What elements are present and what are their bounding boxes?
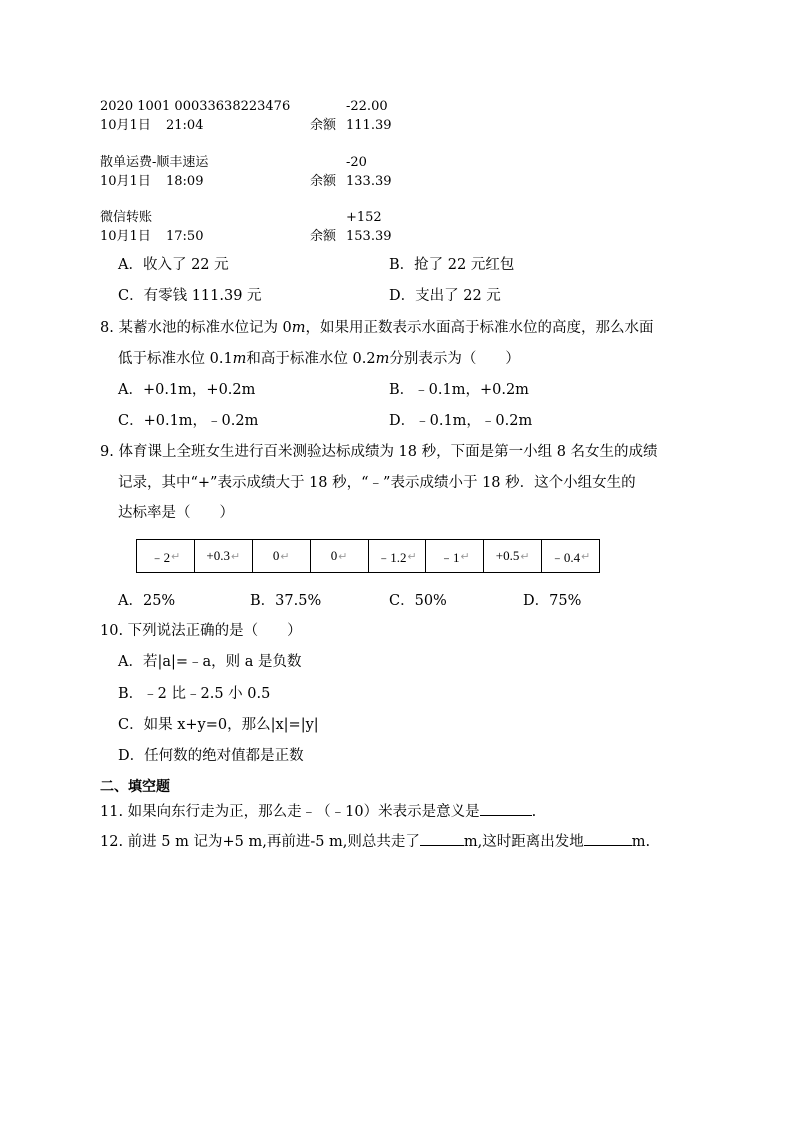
q11-stem: 11. 如果向东行走为正，那么走﹣（﹣10）米表示是意义是 . [100,801,536,822]
transaction-2-amount: -20 [346,155,367,170]
q10-option-d: D．任何数的绝对值都是正数 [118,748,304,764]
transaction-2-balance: 133.39 [346,174,392,189]
q7-option-c: C．有零钱 111.39 元 [118,288,262,304]
q7-option-a: A．收入了 22 元 [118,257,229,273]
q10-option-c: C．如果 x+y=0，那么|x|=|y| [118,717,319,733]
q10-option-b: B．﹣2 比﹣2.5 小 0.5 [118,686,271,702]
q9-stem-line2: 记录，其中“+”表示成绩大于 18 秒，“﹣”表示成绩小于 18 秒．这个小组女生的 [118,475,636,491]
table-cell: 0 ↵ [253,540,311,572]
q9-stem-line3: 达标率是（ ） [118,505,234,521]
q8-option-d: D．﹣0.1m，﹣0.2m [389,413,533,429]
transaction-1-time: 21:04 [166,118,204,133]
transaction-1-amount: -22.00 [346,99,388,114]
table-cell: ﹣0.4 ↵ [550,549,591,565]
transaction-1-balance-label: 余额 [310,118,337,133]
q8-option-c: C．+0.1m，﹣0.2m [118,413,259,429]
transaction-3-balance-label: 余额 [310,229,337,244]
q10-stem: 10. 下列说法正确的是（ ） [100,623,302,639]
transaction-3-balance: 153.39 [346,229,392,244]
table-cell: ﹣1.2 ↵ [369,540,427,572]
table-cell: 0 ↵ [311,540,369,572]
q9-option-d: D．75% [523,593,582,609]
transaction-3-title: 微信转账 [100,210,153,225]
transaction-2-date: 10月1日 [100,174,151,189]
transaction-3-time: 17:50 [166,229,204,244]
table-cell: +0.3 ↵ [195,540,253,572]
table-cell: ﹣1 ↵ [426,540,484,572]
transaction-2-title: 散单运费-顺丰速运 [100,155,209,170]
q11-answer-blank[interactable] [480,801,532,816]
q12-answer-blank-1[interactable] [420,831,464,846]
transaction-1-date: 10月1日 [100,118,151,133]
q8-stem-line1: 8. 某蓄水池的标准水位记为 0m，如果用正数表示水面高于标准水位的高度，那么水面 [100,320,654,336]
q7-option-d: D．支出了 22 元 [389,288,501,304]
q9-option-c: C．50% [389,593,447,609]
q7-option-b: B．抢了 22 元红包 [389,257,515,273]
transaction-2-balance-label: 余额 [310,174,337,189]
q12-stem: 12. 前进 5 m 记为+5 m,再前进-5 m,则总共走了 m,这时距离出发地 m. [100,831,650,852]
q12-answer-blank-2[interactable] [584,831,632,846]
table-cell: ﹣2 ↵ [137,540,195,572]
q10-option-a: A．若|a|=﹣a，则 a 是负数 [118,654,302,670]
section-heading: 二、填空题 [100,779,170,795]
q9-option-a: A．25% [118,593,176,609]
q8-option-a: A．+0.1m，+0.2m [118,382,256,398]
transaction-2-time: 18:09 [166,174,204,189]
q8-option-b: B．﹣0.1m，+0.2m [389,382,529,398]
transaction-3-amount: +152 [346,210,382,225]
q8-stem-line2: 低于标准水位 0.1m和高于标准水位 0.2m分别表示为（ ） [118,351,520,367]
q9-stem-line1: 9. 体育课上全班女生进行百米测验达标成绩为 18 秒，下面是第一小组 8 名女生的成绩 [100,444,658,460]
transaction-1-balance: 111.39 [346,118,392,133]
q9-option-b: B．37.5% [250,593,322,609]
transaction-3-date: 10月1日 [100,229,151,244]
table-cell: +0.5 ↵ [484,540,542,572]
transaction-1-title: 2020 1001 00033638223476 [100,99,291,114]
q9-score-table [136,539,600,573]
